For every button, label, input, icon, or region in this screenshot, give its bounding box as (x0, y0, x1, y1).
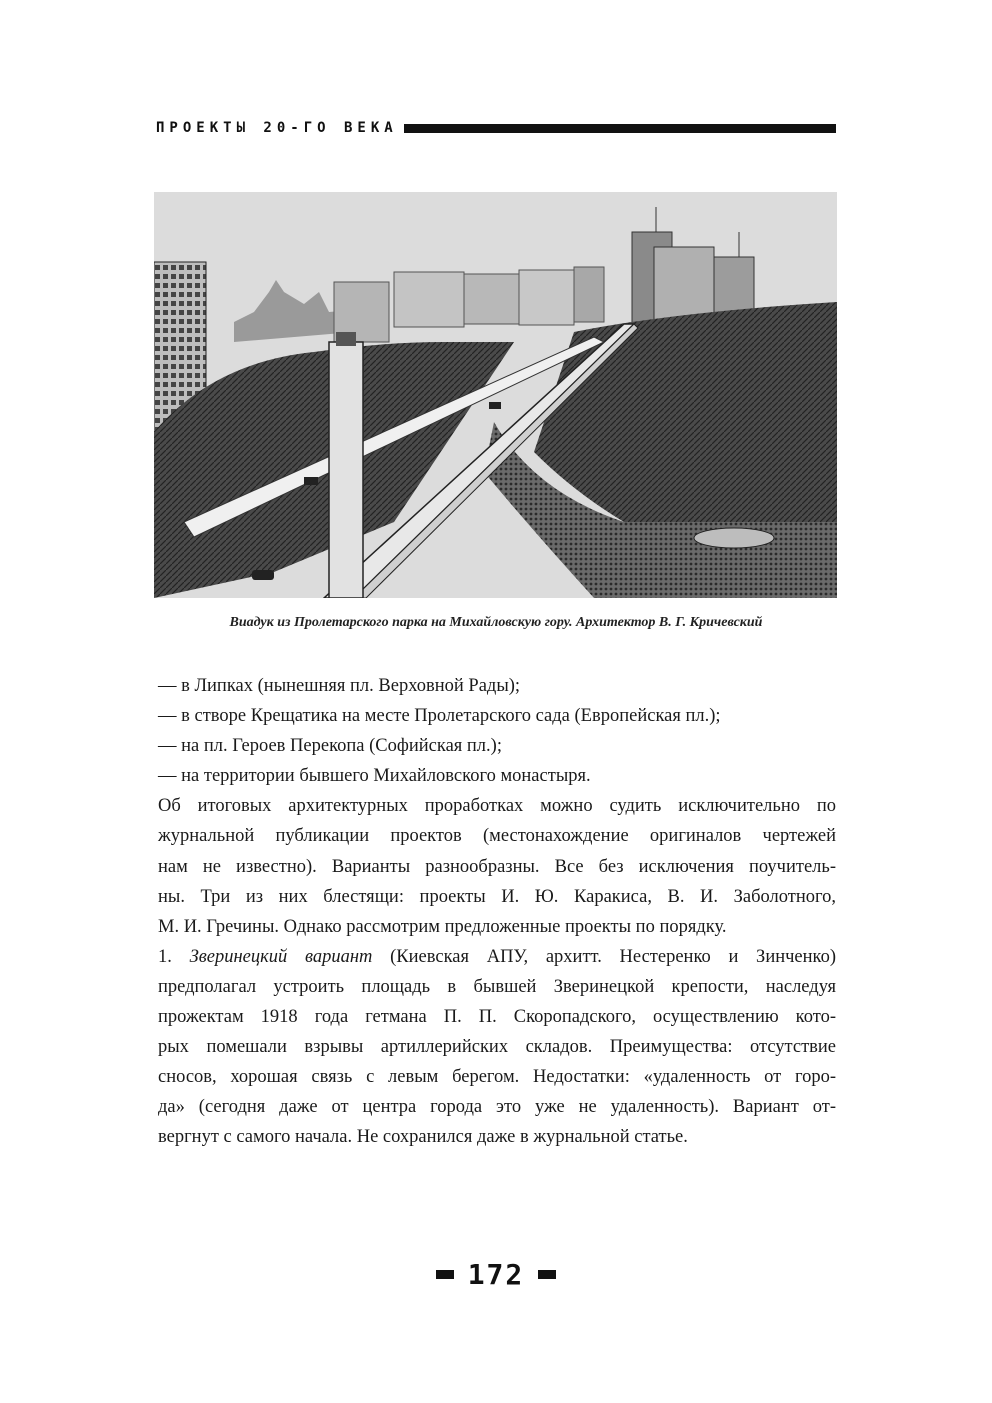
viaduct-illustration (154, 192, 837, 598)
variant-title: Зверинецкий вариант (189, 946, 373, 967)
paragraph-line: предполагал устроить площадь в бывшей Зверинецкой крепости, наследуя (158, 976, 836, 997)
body-text (158, 671, 836, 1153)
list-item: — на пл. Героев Перекопа (Софийская пл.); (158, 736, 502, 757)
paragraph-line: журнальной публикации проектов (местонахождение оригиналов чертежей (158, 826, 836, 847)
paragraph-line: М. И. Гречины. Однако рассмотрим предложенные проекты по порядку. (158, 916, 727, 937)
running-header-title: ПРОЕКТЫ 20-ГО ВЕКА (156, 120, 398, 136)
folio-bar-left (436, 1270, 454, 1279)
paragraph-line: ны. Три из них блестящи: проекты И. Ю. Каракиса, В. И. Заболотного, (158, 886, 836, 907)
header-rule (404, 124, 836, 133)
list-item: — в створе Крещатика на месте Пролетарского сада (Европейская пл.); (158, 706, 721, 727)
paragraph-line: вергнут с самого начала. Не сохранился даже в журнальной статье. (158, 1127, 688, 1148)
list-item: — в Липках (нынешняя пл. Верховной Рады); (158, 676, 521, 696)
running-header (156, 118, 836, 138)
page-folio (0, 1258, 992, 1291)
list-item: — на территории бывшего Михайловского монастыря. (158, 766, 591, 787)
paragraph-line: рых помешали взрывы артиллерийских складов. Преимущества: отсутствие (158, 1037, 836, 1058)
paragraph-line: сносов, хорошая связь с левым берегом. Недостатки: «удаленность от горо- (158, 1067, 836, 1088)
figure-caption: Виадук из Пролетарского парка на Михайловскую гору. Архитектор В. Г. Кричевский (229, 615, 763, 630)
item-number: 1. (158, 946, 172, 967)
paragraph-line: прожектам 1918 года гетмана П. П. Скоропадского, осуществлению кото- (158, 1007, 836, 1028)
variant-authors: (Киевская АПУ, архитт. Нестеренко и Зинченко) (390, 946, 836, 967)
folio-bar-right (538, 1270, 556, 1279)
page-number: 172 (467, 1258, 525, 1291)
paragraph-line: да» (сегодня даже от центра города это уже не удаленность). Вариант от- (158, 1097, 836, 1118)
paragraph-line: нам не известно). Варианты разнообразны. Все без исключения поучитель- (158, 856, 836, 877)
paragraph-first-line (158, 942, 836, 972)
paragraph-line: Об итоговых архитектурных проработках можно судить исключительно по (158, 796, 836, 817)
